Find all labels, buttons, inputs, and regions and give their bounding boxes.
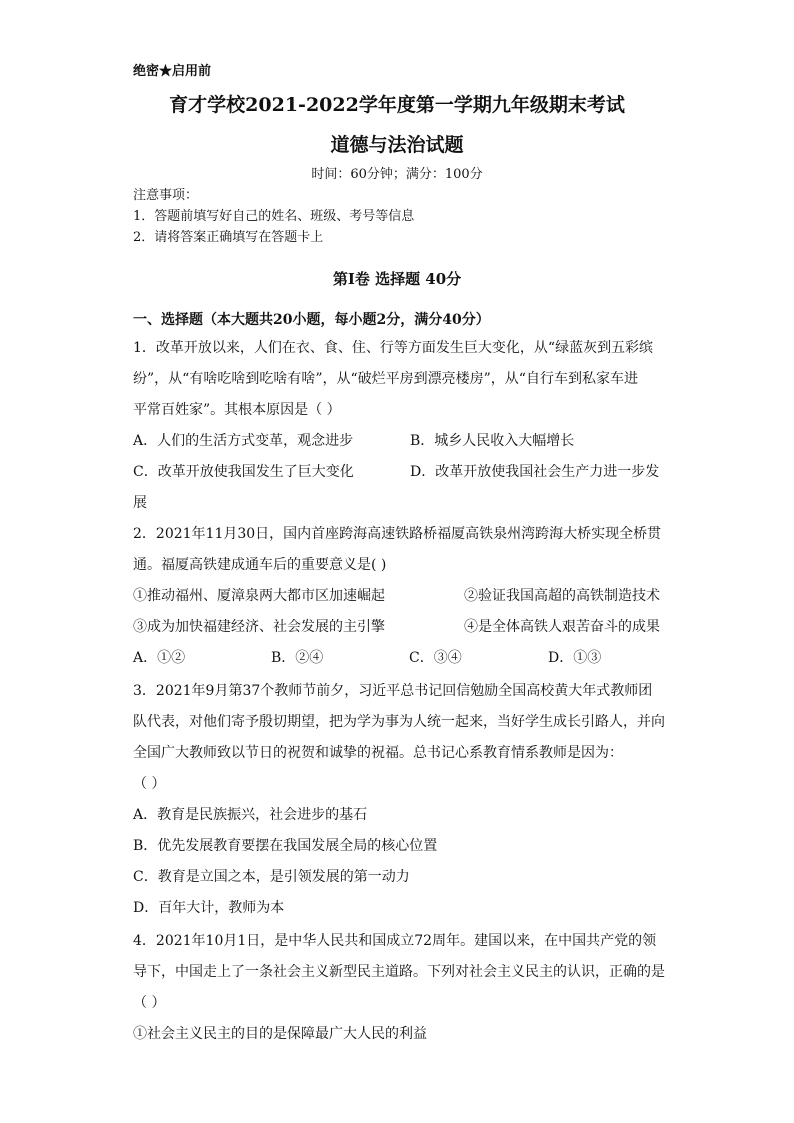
option-c: C．教育是立国之本，是引领发展的第一动力 xyxy=(133,869,410,885)
option-a: A．教育是民族振兴，社会进步的基石 xyxy=(133,807,368,823)
question-text: 通。福厦高铁建成通车后的重要意义是( ) xyxy=(133,557,387,573)
section-heading: 一、选择题（本大题共20小题，每小题2分，满分40分） xyxy=(133,312,490,328)
option-d: D．改革开放使我国社会生产力进一步发 xyxy=(410,464,660,480)
option-c: C．改革开放使我国发生了巨大变化 xyxy=(133,464,354,480)
secret-mark: 绝密★启用前 xyxy=(133,64,212,79)
question-text: 平常百姓家”。其根本原因是（ ） xyxy=(133,402,341,418)
statement-1: ①推动福州、厦漳泉两大都市区加速崛起 xyxy=(133,588,385,604)
answer-blank: （ ） xyxy=(133,776,166,792)
question-text: 4．2021年10月1日，是中华人民共和国成立72周年。建国以来，在中国共产党的领 xyxy=(133,933,657,949)
statement-3: ③成为加快福建经济、社会发展的主引擎 xyxy=(133,619,385,635)
statement-2: ②验证我国高超的高铁制造技术 xyxy=(464,588,660,604)
question-text: 1．改革开放以来，人们在衣、食、住、行等方面发生巨大变化，从“绿蓝灰到五彩缤 xyxy=(133,340,654,356)
time-info: 时间：60分钟；满分：100分 xyxy=(311,167,483,182)
notice-heading: 注意事项： xyxy=(133,188,199,203)
option-a: A．人们的生活方式变革，观念进步 xyxy=(133,433,354,449)
question-text: 纷”，从“有啥吃啥到吃啥有啥”，从“破烂平房到漂亮楼房”，从“自行车到私家车进 xyxy=(133,371,638,387)
option-b: B．城乡人民收入大幅增长 xyxy=(410,433,575,449)
question-text: 队代表，对他们寄予殷切期望，把为学为事为人统一起来，当好学生成长引路人，并向 xyxy=(133,714,665,730)
question-text: 3．2021年9月第37个教师节前夕，习近平总书记回信勉励全国高校黄大年式教师团 xyxy=(133,683,653,699)
option-a: A．①② xyxy=(133,650,186,666)
option-d: D．①③ xyxy=(548,650,602,666)
option-d-continued: 展 xyxy=(133,495,147,511)
question-text: 2．2021年11月30日，国内首座跨海高速铁路桥福厦高铁泉州湾跨海大桥实现全桥贯 xyxy=(133,526,662,542)
notice-item: 1．答题前填写好自己的姓名、班级、考号等信息 xyxy=(133,209,415,224)
question-text: 全国广大教师致以节日的祝贺和诚挚的祝福。总书记心系教育情系教师是因为： xyxy=(133,745,623,761)
notice-item: 2．请将答案正确填写在答题卡上 xyxy=(133,230,324,245)
statement-1: ①社会主义民主的目的是保障最广大人民的利益 xyxy=(133,1026,427,1042)
option-c: C．③④ xyxy=(409,650,462,666)
statement-4: ④是全体高铁人艰苦奋斗的成果 xyxy=(464,619,660,635)
option-b: B．②④ xyxy=(271,650,324,666)
answer-blank: （ ） xyxy=(133,995,166,1011)
option-d: D．百年大计，教师为本 xyxy=(133,900,285,916)
option-b: B．优先发展教育要摆在我国发展全局的核心位置 xyxy=(133,838,438,854)
subject-title: 道德与法治试题 xyxy=(330,134,464,156)
exam-title: 育才学校2021-2022学年度第一学期九年级期末考试 xyxy=(169,94,625,116)
part-title: 第I卷 选择题 40分 xyxy=(332,270,462,288)
question-text: 导下，中国走上了一条社会主义新型民主道路。下列对社会主义民主的认识，正确的是 xyxy=(133,964,665,980)
